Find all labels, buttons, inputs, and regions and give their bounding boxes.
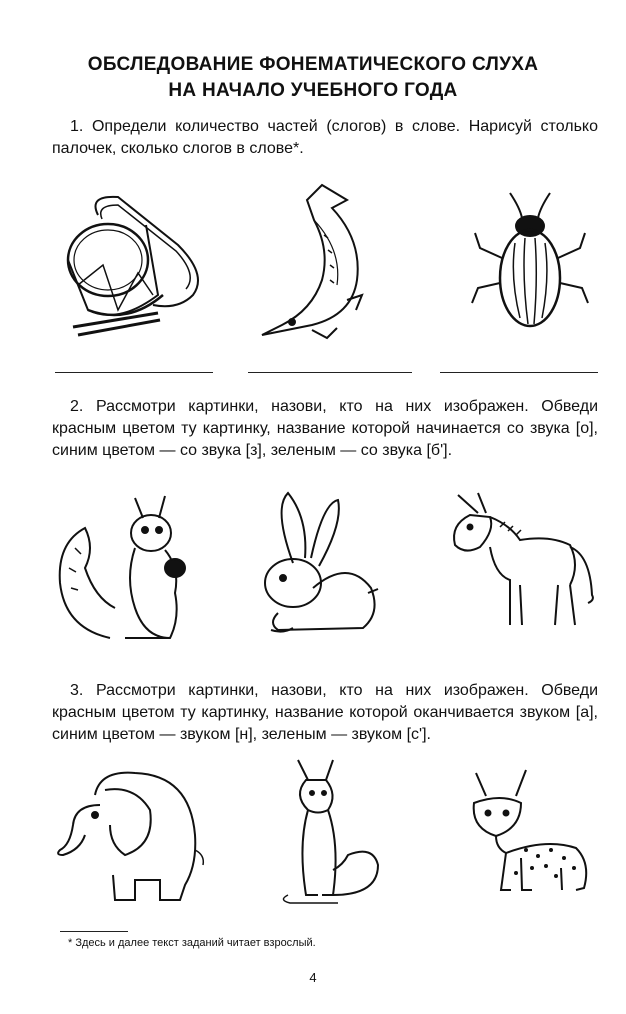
pike-fish-icon — [252, 180, 382, 340]
footnote: * Здесь и далее текст заданий читает взрослый. — [68, 937, 316, 949]
answer-line-2[interactable] — [248, 372, 412, 373]
donkey-icon — [440, 485, 600, 635]
task-1-text: 1. Определи количество частей (слогов) в слове. Нарисуй столько палочек, сколько слогов в слове*. — [52, 118, 598, 157]
footnote-rule — [60, 931, 128, 932]
task-1-instructions — [52, 116, 598, 160]
page-title-line-1: ОБСЛЕДОВАНИЕ ФОНЕМАТИЧЕСКОГО СЛУХА — [87, 54, 539, 75]
rabbit-icon — [253, 488, 383, 638]
task-2-instructions — [52, 396, 598, 462]
answer-line-3[interactable] — [440, 372, 598, 373]
task-3-text: 3. Рассмотри картинки, назови, кто на них изображен. Обведи красным цветом ту картинку, название которой оканчивается звуком [а], синим цветом — звуком [н], зеленым — звуком [с']. — [52, 682, 598, 743]
task-3-instructions — [52, 680, 598, 746]
lynx-icon — [466, 768, 591, 896]
elephant-icon — [55, 765, 215, 905]
drum-icon — [58, 185, 216, 337]
page-number: 4 — [309, 970, 317, 985]
beetle-icon — [470, 188, 590, 333]
page-title — [0, 52, 626, 104]
squirrel-icon — [55, 488, 195, 643]
task-2-text: 2. Рассмотри картинки, назови, кто на них изображен. Обведи красным цветом ту картинку, название которой начинается со звука [о], синим цветом — со звука [з], зеленым — со звука [б']. — [52, 398, 598, 459]
fox-icon — [278, 755, 388, 905]
page-title-line-2: НА НАЧАЛО УЧЕБНОГО ГОДА — [168, 80, 458, 101]
answer-line-1[interactable] — [55, 372, 213, 373]
